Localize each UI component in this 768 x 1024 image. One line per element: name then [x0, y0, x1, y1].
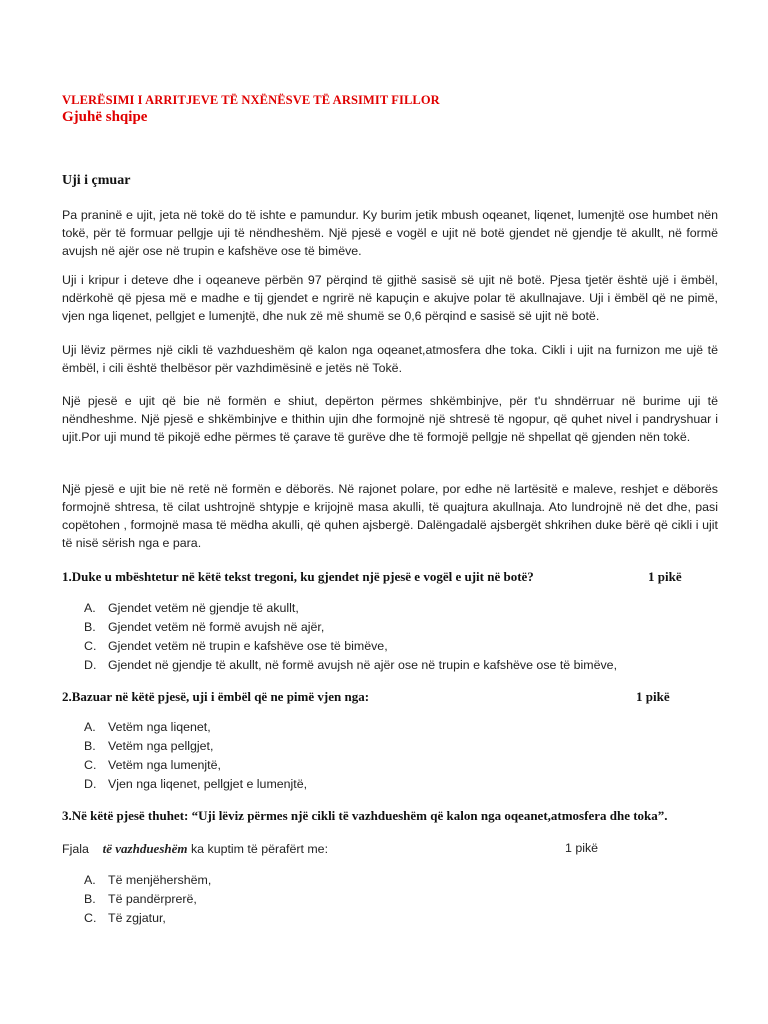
keyword: të vazhdueshëm — [102, 841, 188, 856]
paragraph-2: Uji i kripur i deteve dhe i oqeaneve përbën 97 përqind të gjithë sasisë së ujit në botë. Pjesa tjetër është ujë i ëmbël, ndërkohë që pjesa më e madhe e tij gjendet e ngrirë në kapuçin e akujve polar të akullnajave. Uji i ëmbël që ne pimë, vjen nga liqenet, pellgjet e lumenjtë, dhe nuk zë më shumë se 0,6 përqind e sasisë së ujit në botë. — [62, 273, 718, 323]
paragraph-1: Pa praninë e ujit, jeta në tokë do të ishte e pamundur. Ky burim jetik mbush oqeanet, liqenet, lumenjtë ose humbet nën tokë, për të formuar pellgje uji të nëndheshëm. Një pjesë e vogël e ujit në botë gjendet në gjendje të akullt, në formë avujsh në ajër ose në trupin e kafshëve ose të bimëve. — [62, 208, 718, 258]
option-c: C. Gjendet vetëm në trupin e kafshëve ose të bimëve, — [84, 639, 388, 653]
question-3-prompt: Fjala të vazhdueshëm ka kuptim të përafërt me: — [62, 841, 329, 856]
option-c: C. Vetëm nga lumenjtë, — [84, 758, 221, 772]
option-a: A. Të menjëhershëm, — [84, 873, 212, 887]
question-1-options — [84, 599, 617, 675]
option-d: D. Vjen nga liqenet, pellgjet e lumenjtë, — [84, 777, 308, 791]
paragraph-3: Uji lëviz përmes një cikli të vazhdueshëm që kalon nga oqeanet,atmosfera dhe toka. Cikli i ujit na furnizon me ujë të ëmbël, i cili është thelbësor për vazhdimësinë e jetës në Tokë. — [62, 343, 718, 375]
question-3-options — [84, 871, 211, 928]
question-2-points: 1 pikë — [636, 689, 670, 704]
option-a: A. Vetëm nga liqenet, — [84, 720, 211, 734]
option-d: D. Gjendet në gjendje të akullt, në formë avujsh në ajër ose në trupin e kafshëve ose të bimëve, — [84, 658, 618, 672]
question-3-points: 1 pikë — [565, 841, 599, 855]
question-1: 1.Duke u mbështetur në këtë tekst tregoni, ku gjendet një pjesë e vogël e ujit në botë? — [62, 569, 534, 584]
paragraph-5: Një pjesë e ujit bie në retë në formën e dëborës. Në rajonet polare, por edhe në lartësitë e maleve, reshjet e dëborës formojnë shtresa, të cilat ushtrojnë shtypje e krijojnë masa akulli, të quajtura akullnaja. Ato lundrojnë në det dhe, pasi copëtohen , formojnë masa të mëdha akulli, që quhen ajsbergë. Dalëngadalë ajsbergët shkrihen duke bërë që cikli i ujit të nisë sërish nga e para. — [62, 482, 718, 550]
option-b: B. Gjendet vetëm në formë avujsh në ajër, — [84, 620, 325, 634]
option-b: B. Vetëm nga pellgjet, — [84, 739, 214, 753]
question-2: 2.Bazuar në këtë pjesë, uji i ëmbël që ne pimë vjen nga: — [62, 689, 370, 704]
text-title: Uji i çmuar — [62, 173, 131, 188]
exam-heading: VLERËSIMI I ARRITJEVE TË NXËNËSVE TË ARSIMIT FILLOR — [62, 93, 440, 107]
question-3: 3.Në këtë pjesë thuhet: “Uji lëviz përmes një cikli të vazhdueshëm që kalon nga oqeanet,atmosfera dhe toka”. — [62, 808, 668, 823]
option-a: A. Gjendet vetëm në gjendje të akullt, — [84, 601, 299, 615]
question-1-points: 1 pikë — [648, 569, 682, 584]
paragraph-4: Një pjesë e ujit që bie në formën e shiut, depërton përmes shkëmbinjve, për t'u shndërruar në burime uji të nëndheshme. Një pjesë e shkëmbinjve e thithin ujin dhe formojnë një shtresë të ngopur, që quhet nivel i pandryshuar i ujit.Por uji mund të pikojë edhe përmes të çarave të gurëve dhe të formojë pellgje në shpellat që gjenden nën tokë. — [62, 394, 718, 444]
question-2-options — [84, 718, 307, 794]
option-b: B. Të pandërprerë, — [84, 892, 197, 906]
subject-heading: Gjuhë shqipe — [62, 109, 148, 125]
option-c: C. Të zgjatur, — [84, 911, 166, 925]
